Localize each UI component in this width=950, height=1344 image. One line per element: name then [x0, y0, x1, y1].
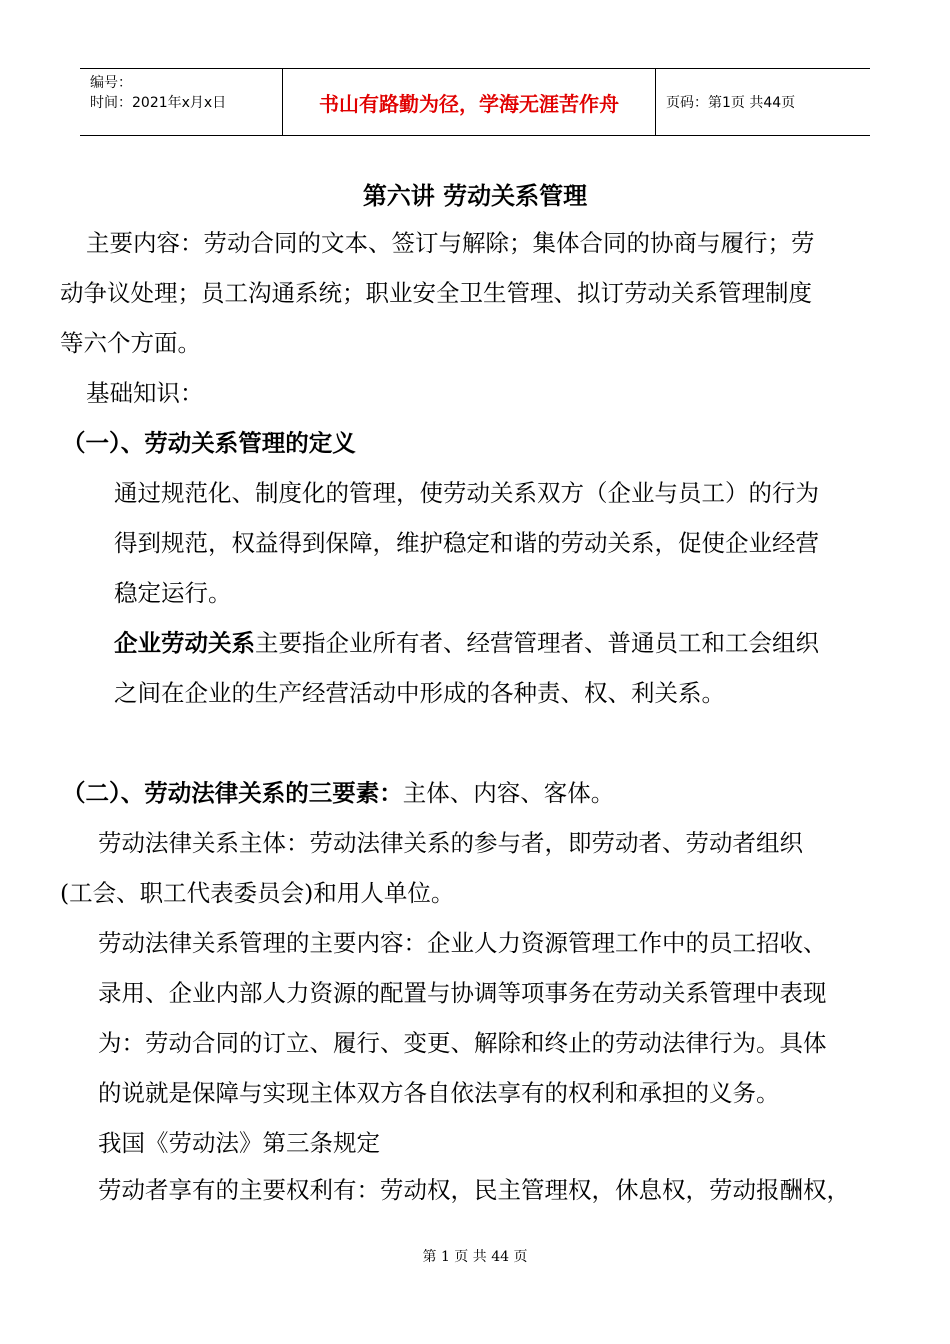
header-table: [80, 68, 870, 136]
header-meta: [80, 69, 282, 135]
intro-line-3: 等六个方面。: [60, 329, 201, 357]
section1-p2-line1-text: 主要指企业所有者、经营管理者、普通员工和工会组织: [255, 629, 819, 657]
term-enterprise-labor-relations: 企业劳动关系: [114, 629, 255, 657]
section2-heading: [62, 768, 614, 818]
section1-p2-line1: [114, 618, 819, 668]
section1-heading: （一）、劳动关系管理的定义: [62, 429, 356, 457]
section1-p2-line2: 之间在企业的生产经营活动中形成的各种责、权、利关系。: [114, 679, 725, 707]
section2-p2-line2: 录用、企业内部人力资源的配置与协调等项事务在劳动关系管理中表现: [98, 979, 827, 1007]
id-label: 编号：: [90, 75, 132, 91]
intro-line-2: 动争议处理；员工沟通系统；职业安全卫生管理、拟订劳动关系管理制度: [60, 279, 812, 307]
page-title: 第六讲 劳动关系管理: [362, 182, 588, 210]
section2-heading-bold: （二）、劳动法律关系的三要素：: [62, 779, 403, 807]
section2-p1-line1: 劳动法律关系主体：劳动法律关系的参与者，即劳动者、劳动者组织: [98, 829, 803, 857]
section2-p2-line1: 劳动法律关系管理的主要内容：企业人力资源管理工作中的员工招收、: [98, 929, 827, 957]
section2-p1-line2: (工会、职工代表委员会)和用人单位。: [60, 879, 455, 907]
section1-p1-line2: 得到规范，权益得到保障，维护稳定和谐的劳动关系，促使企业经营: [114, 529, 819, 557]
section2-p3: 我国《劳动法》第三条规定: [98, 1129, 380, 1157]
basics-label: 基础知识：: [86, 379, 204, 407]
intro-line-1: 主要内容：劳动合同的文本、签订与解除；集体合同的协商与履行；劳: [86, 229, 815, 257]
header-motto: 书山有路勤为径，学海无涯苦作舟: [282, 69, 656, 135]
page-footer: 第 1 页 共 44 页: [422, 1249, 528, 1265]
section2-p2-line4: 的说就是保障与实现主体双方各自依法享有的权利和承担的义务。: [98, 1079, 780, 1107]
section2-p4: 劳动者享有的主要权利有：劳动权，民主管理权，休息权，劳动报酬权，: [98, 1176, 850, 1204]
time-label: 时间：2021年x月x日: [90, 95, 227, 111]
section1-p1-line3: 稳定运行。: [114, 579, 232, 607]
section2-heading-rest: 主体、内容、客体。: [402, 779, 615, 807]
section1-p1-line1: 通过规范化、制度化的管理，使劳动关系双方（企业与员工）的行为: [114, 479, 819, 507]
section2-p2-line3: 为：劳动合同的订立、履行、变更、解除和终止的劳动法律行为。具体: [98, 1029, 827, 1057]
header-page-info: 页码：第1页 共44页: [666, 95, 796, 111]
